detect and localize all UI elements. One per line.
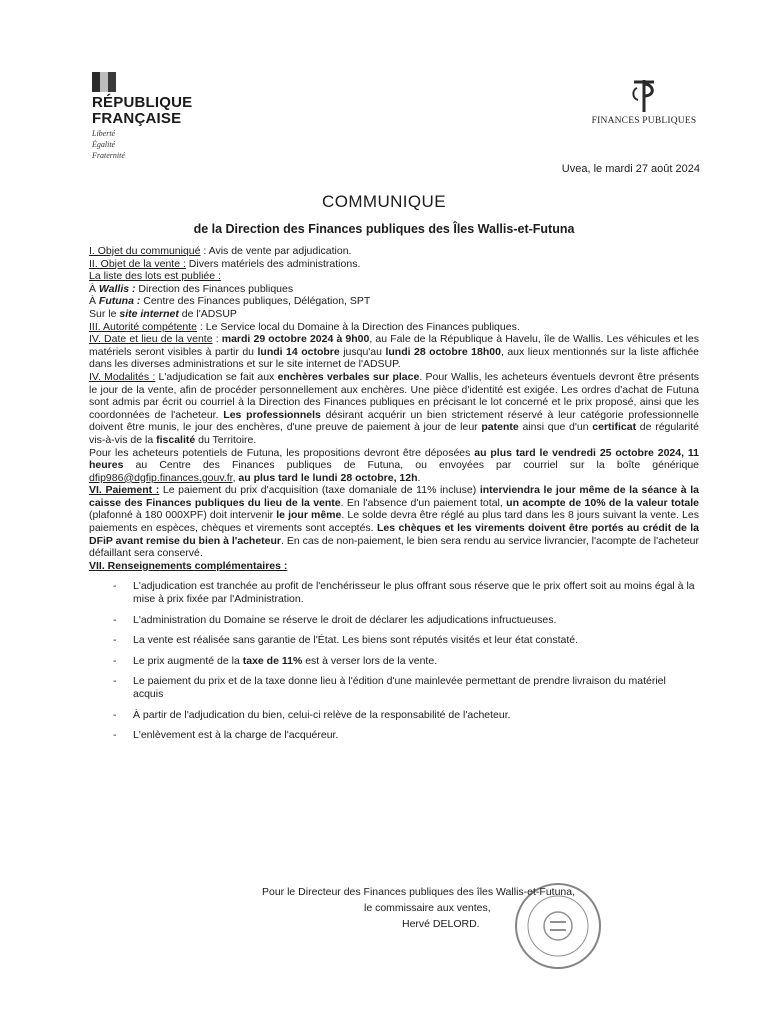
section-futuna <box>89 447 699 485</box>
bold-text: interviendra le jour même de la séance à la caisse des Finances publiques du lieu de la vente <box>89 484 699 509</box>
signature-line-1: Pour le Directeur des Finances publiques des îles Wallis-et-Futuna, <box>262 886 576 898</box>
list-item <box>133 655 699 668</box>
list-item: - La vente est réalisée sans garantie de l'État. Les biens sont réputés visités et leur état constaté. <box>133 634 699 647</box>
signature-line-3: Hervé DELORD. <box>402 918 480 930</box>
text: , au Fale de la République à Havelu, île de Wallis. Les véhicules et les matériels seront visibles à partir du <box>89 333 699 358</box>
email-link[interactable]: dfip986@dgfip.finances.gouv.fr <box>89 471 233 484</box>
lots-wallis <box>89 283 699 296</box>
section-text: : Le Service local du Domaine à la Direction des Finances publiques. <box>196 320 520 333</box>
page-subtitle: de la Direction des Finances publiques des Îles Wallis-et-Futuna <box>193 222 575 236</box>
bold-text: taxe de 11% <box>242 654 303 667</box>
text: ainsi que d'un <box>518 421 593 434</box>
section-objet-vente <box>89 258 699 271</box>
text: au Centre des Finances publiques de Futuna, ou envoyées par courriel sur la boîte générique <box>123 459 699 472</box>
signature-block <box>262 884 622 932</box>
finances-publiques-emblem-icon <box>624 76 664 114</box>
renseignements-list <box>89 580 699 741</box>
bold-text: enchères verbales sur place <box>277 370 420 383</box>
lots-text: Direction des Finances publiques <box>135 282 294 295</box>
section-autorite <box>89 321 699 334</box>
text: . <box>417 471 421 484</box>
rf-motto-1: Liberté <box>92 129 116 138</box>
section-text: Divers matériels des administrations. <box>185 257 361 270</box>
list-item: - L'adjudication est tranchée au profit de l'enchérisseur le plus offrant sous réserve que le prix offert soit au moins égal à la mise à prix fixée par l'Administration. <box>133 580 699 605</box>
rf-line2: FRANÇAISE <box>92 110 182 127</box>
bold-text: mardi 29 octobre 2024 à 9h00 <box>221 333 370 346</box>
lots-text: Centre des Finances publiques, Délégation, SPT <box>140 295 371 308</box>
lots-text: de l'ADSUP <box>178 307 237 320</box>
bold-text: au plus tard le vendredi 25 octobre 2024, 11 heures <box>89 446 699 472</box>
section-label: IV. Modalités : <box>89 370 156 383</box>
date-line: Uvea, le mardi 27 août 2024 <box>561 163 700 175</box>
lots-place: site internet <box>119 307 179 320</box>
lots-label: La liste des lots est publiée : <box>89 270 221 283</box>
section-label: II. Objet de la vente : <box>89 257 186 270</box>
marianne-icon <box>92 72 116 92</box>
section-label: IV. Date et lieu de la vente <box>89 333 213 346</box>
text: . En cas de non-paiement, le bien sera rendu au service livrancier, l'acompte de l'acheteur défaillant sera conservé. <box>89 534 700 560</box>
signature-line-2: le commissaire aux ventes, <box>364 902 491 914</box>
text: Le paiement du prix d'acquisition (taxe domaniale de 11% incluse) <box>159 484 480 497</box>
bold-text: Les chèques et les virements doivent être portés au crédit de la DFiP avant remise du bien à l'acheteur <box>89 522 699 547</box>
lots-futuna <box>89 295 699 308</box>
section-modalites <box>89 371 699 447</box>
bold-text: Les professionnels <box>223 408 321 421</box>
text: de régularité vis-à-vis de la <box>89 421 699 446</box>
bold-text: patente <box>481 421 519 434</box>
lots-web <box>89 308 699 321</box>
bold-text: fiscalité <box>156 433 196 446</box>
text: désirant acquérir un bien strictement réservé à leur catégorie professionnelle doivent être munis, le jour des enchères, d'une preuve de paiement à jour de leur <box>89 408 699 434</box>
text: . Pour Wallis, les acheteurs éventuels devront être présents le jour de la vente, afin de procéder personnellement aux enchères. Une pièce d'identité est exigée. Les ordres d'achat de Futuna sont admis par écrit ou courriel à la Direction des Finances publiques en précisant le lot concerné et le prix proposé, ainsi que les coordonnées de l'acheteur. <box>89 370 699 421</box>
list-item: - Le paiement du prix et de la taxe donne lieu à l'édition d'une mainlevée permettant de prendre livraison du matériel acquis <box>133 675 699 700</box>
page-title: COMMUNIQUE <box>322 192 446 211</box>
rf-motto-2: Égalité <box>92 140 116 149</box>
section-renseignements: VII. Renseignements complémentaires : <box>89 559 288 572</box>
text: L'adjudication se fait aux <box>155 370 278 383</box>
bold-text: au plus tard le lundi 28 octobre, 12h <box>238 471 418 484</box>
list-item: - L'enlèvement est à la charge de l'acquéreur. <box>133 729 699 742</box>
text: . En l'absence d'un paiement total, <box>340 496 507 509</box>
lots-prefix: Sur le <box>89 307 120 320</box>
text: : <box>212 333 222 346</box>
text: (plafonné à 180 000XPF) doit intervenir <box>89 509 277 522</box>
section-label: VI. Paiement : <box>89 484 160 497</box>
text: , <box>232 471 239 484</box>
text: jusqu'au <box>339 345 386 358</box>
list-item: - À partir de l'adjudication du bien, celui-ci relève de la responsabilité de l'acheteur. <box>133 709 699 722</box>
lots-prefix: À <box>89 282 99 295</box>
republique-francaise-logo <box>92 72 222 160</box>
bold-text: lundi 28 octobre 18h00 <box>385 345 501 358</box>
text: . Le solde devra être réglé au plus tard dans les 8 jours suivant la vente. Les paiements en espèces, chèques et virements sont acceptés. <box>89 509 699 535</box>
fp-name: FINANCES PUBLIQUES <box>591 116 697 126</box>
section-text: : Avis de vente par adjudication. <box>200 245 352 257</box>
lots-prefix: À <box>89 295 99 308</box>
finances-publiques-logo <box>588 76 700 126</box>
text: , aux lieux mentionnés sur la liste affichée dans les diverses administrations et sur le site internet de l'ADSUP. <box>89 345 700 371</box>
bold-text: un acompte de 10% de la valeur totale <box>506 496 699 509</box>
bold-text: le jour même <box>276 509 342 522</box>
lots-place: Wallis : <box>98 282 136 295</box>
text: du Territoire. <box>195 433 257 446</box>
bold-text: certificat <box>592 421 637 434</box>
document-body <box>89 245 699 750</box>
list-item: - L'administration du Domaine se réserve le droit de déclarer les adjudications infructueuses. <box>133 614 699 627</box>
section-paiement <box>89 484 699 560</box>
section-label: I. Objet du communiqué <box>89 245 201 257</box>
rf-line1: RÉPUBLIQUE <box>92 94 193 111</box>
section-date-lieu <box>89 333 699 371</box>
section-objet-communique <box>89 245 699 258</box>
text: est à verser lors de la vente. <box>302 654 438 667</box>
section-label: III. Autorité compétente <box>89 320 197 333</box>
bold-text: lundi 14 octobre <box>257 345 340 358</box>
rf-motto-3: Fraternité <box>92 151 125 160</box>
lots-place: Futuna : <box>98 295 141 308</box>
text: Pour les acheteurs potentiels de Futuna, les propositions devront être déposées <box>89 446 475 459</box>
text: Le prix augmenté de la <box>133 654 243 667</box>
